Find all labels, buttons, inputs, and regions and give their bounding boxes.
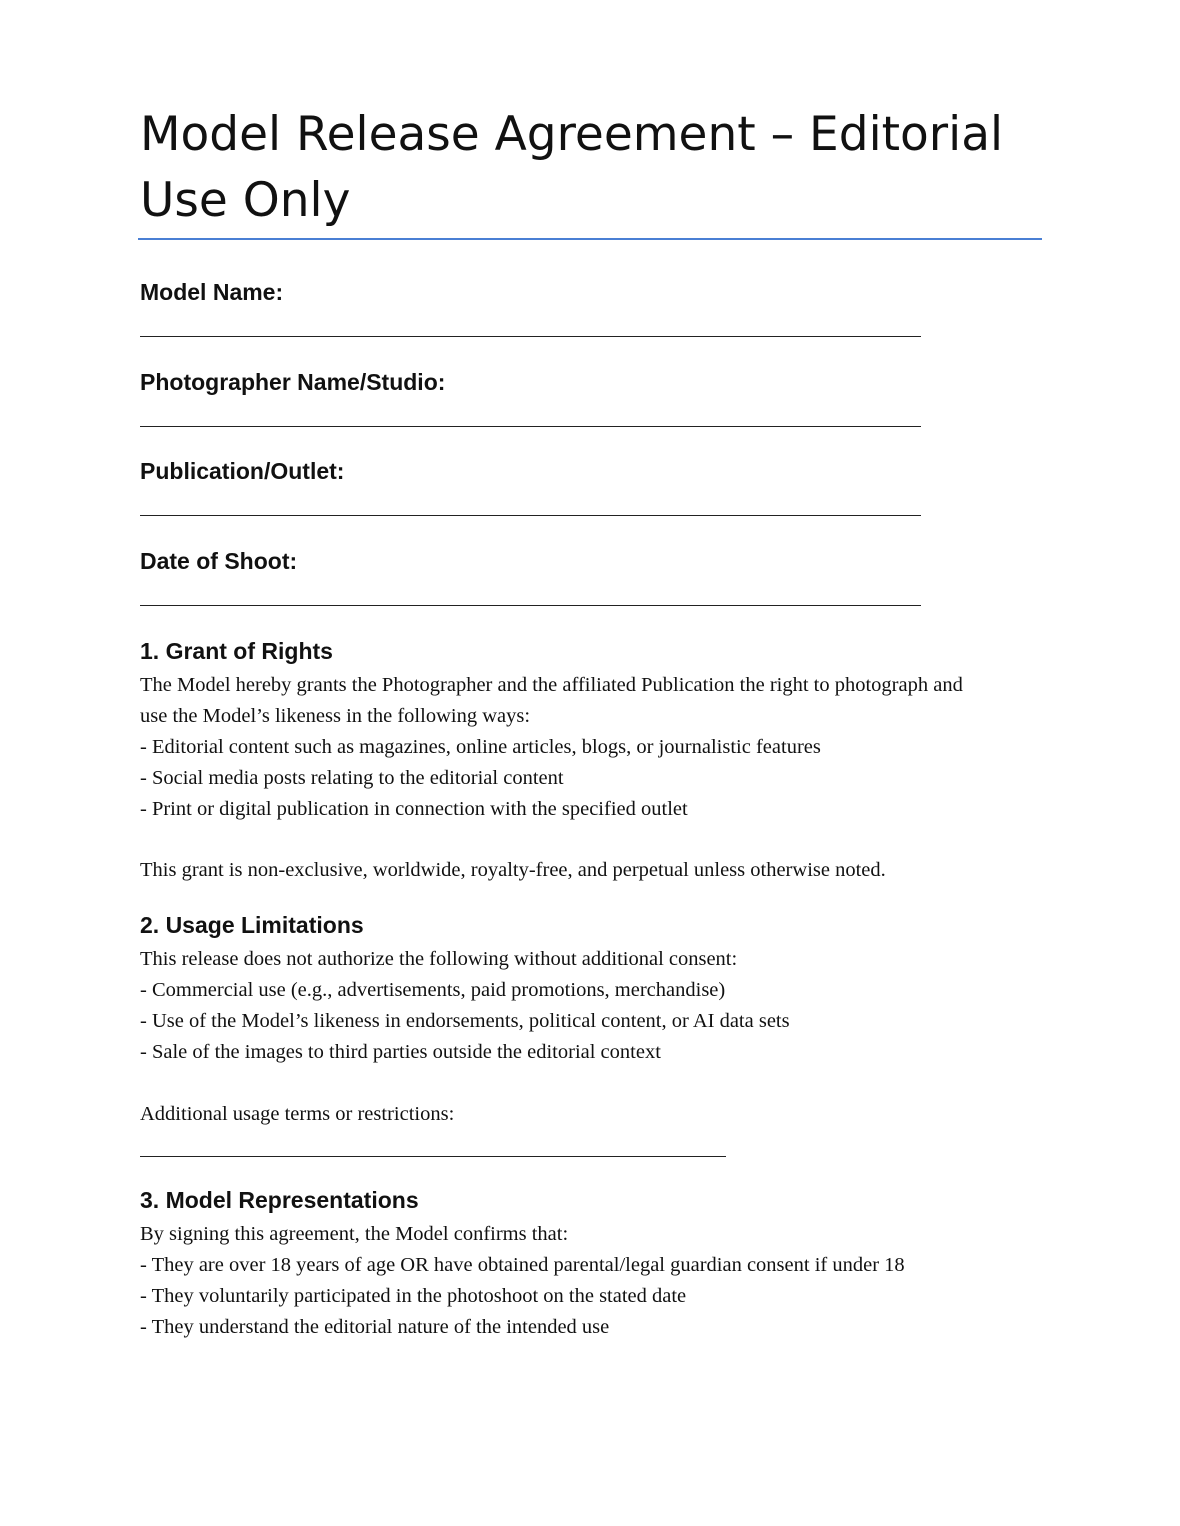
publication-field[interactable] — [140, 515, 921, 516]
section-intro: By signing this agreement, the Model confirms that: — [140, 1223, 569, 1245]
additional-terms-label: Additional usage terms or restrictions: — [140, 1103, 455, 1125]
list-item: - Use of the Model’s likeness in endorsements, political content, or AI data sets — [140, 1010, 790, 1032]
field-label-photographer: Photographer Name/Studio: — [140, 369, 446, 395]
section-body-model-representations — [140, 1219, 1040, 1343]
field-label-date-of-shoot: Date of Shoot: — [140, 548, 298, 574]
photographer-field[interactable] — [140, 426, 921, 427]
title-divider — [138, 238, 1042, 240]
list-item: - Commercial use (e.g., advertisements, paid promotions, merchandise) — [140, 979, 726, 1001]
document-title: Model Release Agreement – Editorial Use Only — [140, 107, 1004, 228]
list-item: - Print or digital publication in connection with the specified outlet — [140, 798, 688, 820]
additional-terms-field[interactable] — [140, 1156, 726, 1157]
list-item: - Sale of the images to third parties outside the editorial context — [140, 1041, 661, 1063]
date-of-shoot-field[interactable] — [140, 605, 921, 606]
section-heading-grant-of-rights: 1. Grant of Rights — [140, 638, 333, 664]
section-closing: This grant is non-exclusive, worldwide, royalty-free, and perpetual unless otherwise noted. — [140, 859, 886, 881]
field-label-publication: Publication/Outlet: — [140, 458, 345, 484]
section-heading-model-representations: 3. Model Representations — [140, 1187, 419, 1213]
section-intro: The Model hereby grants the Photographer and the affiliated Publication the right to photograph and use the Model’s likeness in the following ways: — [140, 674, 963, 727]
list-item: - Social media posts relating to the editorial content — [140, 767, 564, 789]
field-label-model-name: Model Name: — [140, 279, 284, 305]
section-intro: This release does not authorize the following without additional consent: — [140, 948, 738, 970]
section-heading-usage-limitations: 2. Usage Limitations — [140, 912, 364, 938]
list-item: - They understand the editorial nature of the intended use — [140, 1316, 610, 1338]
section-body-grant-of-rights — [140, 670, 1040, 825]
model-name-field[interactable] — [140, 336, 921, 337]
list-item: - Editorial content such as magazines, online articles, blogs, or journalistic features — [140, 736, 821, 758]
additional-terms-block — [140, 1099, 1040, 1130]
section-body-usage-limitations — [140, 944, 1040, 1068]
section-closing-grant-of-rights — [140, 855, 1040, 886]
list-item: - They voluntarily participated in the photoshoot on the stated date — [140, 1285, 687, 1307]
list-item: - They are over 18 years of age OR have obtained parental/legal guardian consent if under 18 — [140, 1254, 905, 1276]
